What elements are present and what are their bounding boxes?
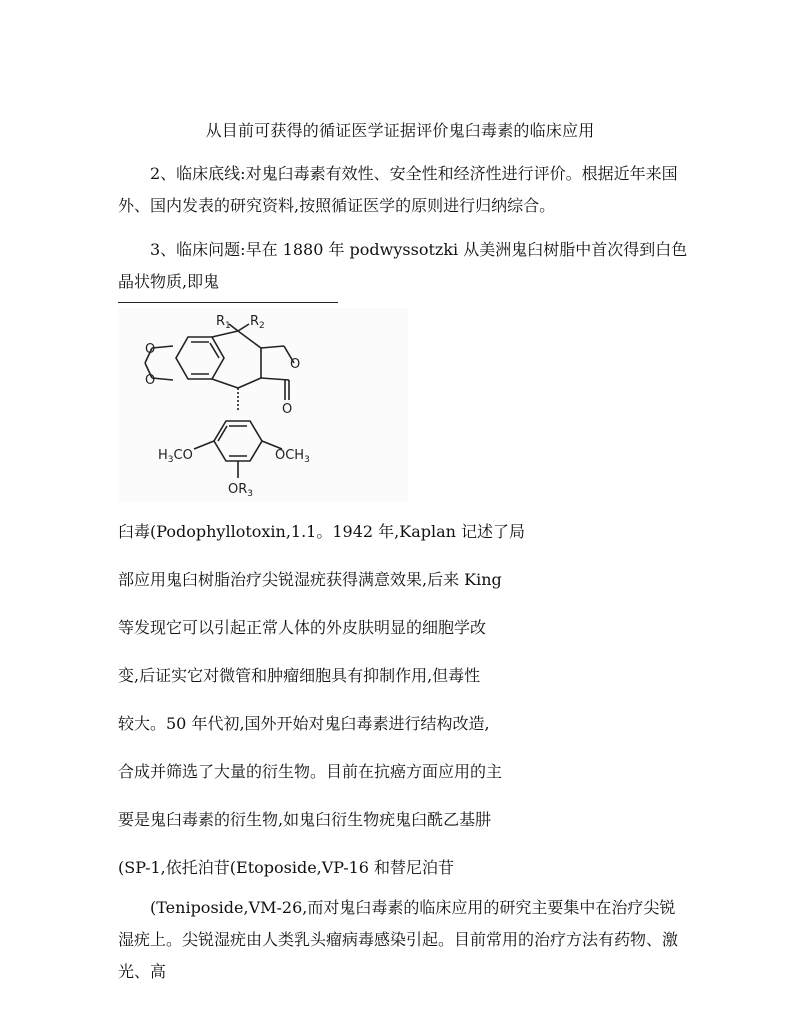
paragraph-clinical-baseline: 2、临床底线:对鬼臼毒素有效性、安全性和经济性进行评价。根据近年来国外、国内发表的研究资料,按照循证医学的原则进行归纳综合。 [118, 164, 678, 215]
separator-rule [118, 302, 338, 303]
bond-methoxy-left [194, 441, 214, 449]
text-line-3: 等发现它可以引起正常人体的外皮肤明显的细胞学改 [118, 618, 487, 637]
label-och3: OCH3 [275, 448, 310, 465]
aromatic-ring-a [176, 337, 224, 379]
text-line-1: 臼毒(Podophyllotoxin,1.1。1942 年,Kaplan 记述了局 [118, 522, 526, 541]
aromatic-ring-e [214, 421, 262, 461]
label-r1: R1 [216, 314, 231, 331]
bond [238, 378, 261, 388]
label-r2: R2 [250, 314, 265, 331]
document-title: 从目前可获得的循证医学证据评价鬼臼毒素的临床应用 [205, 121, 595, 140]
oxygen-label: O [282, 402, 293, 417]
bond [212, 331, 238, 337]
bond [261, 346, 284, 348]
label-or3: OR3 [228, 482, 253, 499]
bond [212, 379, 238, 388]
bond [261, 378, 289, 380]
text-line-4: 变,后证实它对微管和肿瘤细胞具有抑制作用,但毒性 [118, 666, 481, 685]
paragraph-clinical-question: 3、临床问题:早在 1880 年 podwyssotzki 从美洲鬼臼树脂中首次得到白色晶状物质,即鬼 [118, 240, 688, 291]
bond [238, 331, 261, 348]
text-line-6: 合成并筛选了大量的衍生物。目前在抗癌方面应用的主 [118, 762, 503, 781]
paragraph-teniposide: (Teniposide,VM-26,而对鬼臼毒素的临床应用的研究主要集中在治疗尖锐湿疣上。尖锐湿疣由人类乳头瘤病毒感染引起。目前常用的治疗方法有药物、激光、高 [118, 898, 679, 981]
bond-r2 [238, 324, 249, 331]
chemical-structure-diagram [118, 308, 408, 502]
text-line-8: (SP-1,依托泊苷(Etoposide,VP-16 和替尼泊苷 [118, 858, 455, 877]
oxygen-label: O [290, 357, 301, 372]
oxygen-label: O [145, 373, 156, 388]
oxygen-label: O [145, 342, 156, 357]
label-h3co: H3CO [158, 448, 193, 465]
podophyllotoxin-structure-figure [118, 308, 408, 502]
text-line-2: 部应用鬼臼树脂治疗尖锐湿疣获得满意效果,后来 King [118, 570, 502, 589]
text-line-5: 较大。50 年代初,国外开始对鬼臼毒素进行结构改造, [118, 714, 490, 733]
double-bond [210, 343, 219, 358]
text-line-7: 要是鬼臼毒素的衍生物,如鬼臼衍生物疣鬼臼酰乙基肼 [118, 810, 492, 829]
